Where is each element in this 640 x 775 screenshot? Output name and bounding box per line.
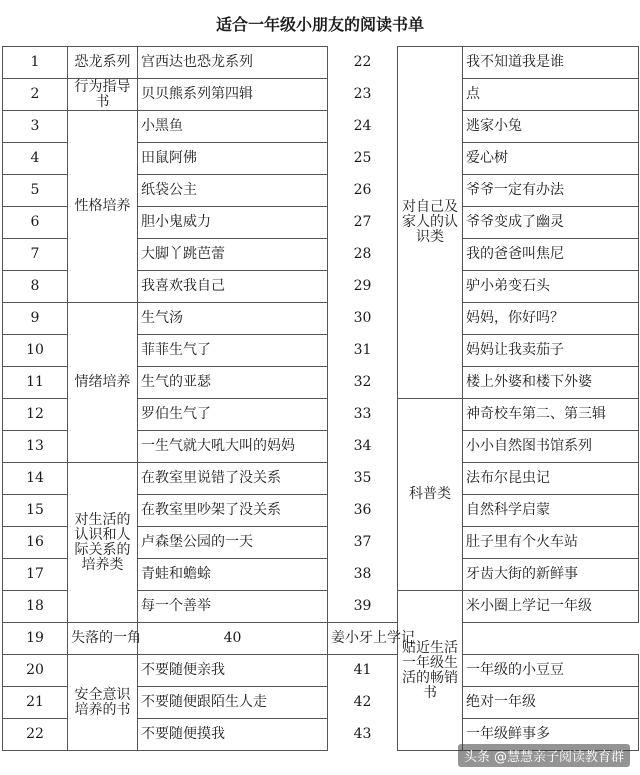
left-num: 10 [3,335,68,367]
book-title: 生气汤 [138,303,328,335]
book-title: 纸袋公主 [138,175,328,207]
book-title: 贝贝熊系列第四辑 [138,79,328,111]
right-num: 24 [328,111,398,143]
right-num: 35 [328,463,398,495]
book-title: 在教室里吵架了没关系 [138,495,328,527]
right-num: 26 [328,175,398,207]
book-title: 自然科学启蒙 [463,495,639,527]
book-title: 大脚丫跳芭蕾 [138,239,328,271]
table-row [3,47,639,79]
category-cell: 安全意识培养的书 [68,655,138,751]
left-num: 13 [3,431,68,463]
book-title: 每一个善举 [138,591,328,623]
book-title: 我的爸爸叫焦尼 [463,239,639,271]
left-num: 11 [3,367,68,399]
category-cell: 行为指导书 [68,79,138,111]
left-num: 1 [3,47,68,79]
right-num: 40 [138,623,328,655]
book-title: 一生气就大吼大叫的妈妈 [138,431,328,463]
book-title: 爷爷变成了幽灵 [463,207,639,239]
right-num: 33 [328,399,398,431]
book-title: 小黑鱼 [138,111,328,143]
right-num: 37 [328,527,398,559]
left-num: 21 [3,687,68,719]
category-cell: 科普类 [398,399,463,591]
left-num: 16 [3,527,68,559]
right-num: 28 [328,239,398,271]
book-title: 不要随便亲我 [138,655,328,687]
watermark: 头条 @慧慧亲子阅读教育群 [458,744,630,767]
book-title: 神奇校车第二、第三辑 [463,399,639,431]
left-num: 12 [3,399,68,431]
category-cell: 对自己及家人的认识类 [398,47,463,399]
table-row [3,463,639,495]
category-cell: 对生活的认识和人际关系的培养类 [68,463,138,623]
book-title: 田鼠阿佛 [138,143,328,175]
right-num: 32 [328,367,398,399]
book-title: 妈妈，你好吗？ [463,303,639,335]
book-title: 楼上外婆和楼下外婆 [463,367,639,399]
book-title: 一年级的小豆豆 [463,655,639,687]
right-num: 42 [328,687,398,719]
book-title: 生气的亚瑟 [138,367,328,399]
page-title: 适合一年级小朋友的阅读书单 [215,14,424,34]
reading-list-table [2,46,639,751]
book-title: 一年级鲜事多 [463,719,639,751]
right-num: 36 [328,495,398,527]
right-num: 43 [328,719,398,751]
left-num: 7 [3,239,68,271]
category-cell: 性格培养 [68,111,138,303]
book-title: 米小圈上学记一年级 [463,591,639,623]
book-title: 我喜欢我自己 [138,271,328,303]
table-row [3,623,639,655]
book-title: 卢森堡公园的一天 [138,527,328,559]
table-row [3,79,639,111]
left-num: 14 [3,463,68,495]
book-title: 我不知道我是谁 [463,47,639,79]
right-num: 34 [328,431,398,463]
book-title: 牙齿大街的新鲜事 [463,559,639,591]
book-title: 法布尔昆虫记 [463,463,639,495]
left-num: 6 [3,207,68,239]
right-num: 23 [328,79,398,111]
book-title: 不要随便摸我 [138,719,328,751]
left-num: 20 [3,655,68,687]
book-title: 宫西达也恐龙系列 [138,47,328,79]
right-num: 30 [328,303,398,335]
left-num: 17 [3,559,68,591]
book-title: 在教室里说错了没关系 [138,463,328,495]
left-num: 18 [3,591,68,623]
book-title: 肚子里有个火车站 [463,527,639,559]
book-title: 爱心树 [463,143,639,175]
right-num: 25 [328,143,398,175]
right-num: 39 [328,591,398,623]
category-cell: 贴近生活一年级生活的畅销书 [398,591,463,751]
left-num: 2 [3,79,68,111]
book-title: 妈妈让我卖茄子 [463,335,639,367]
book-title: 爷爷一定有办法 [463,175,639,207]
book-title: 不要随便跟陌生人走 [138,687,328,719]
book-title: 罗伯生气了 [138,399,328,431]
book-title: 逃家小兔 [463,111,639,143]
book-title: 胆小鬼威力 [138,207,328,239]
right-num: 31 [328,335,398,367]
book-title: 青蛙和蟾蜍 [138,559,328,591]
book-title: 菲菲生气了 [138,335,328,367]
book-title: 小小自然图书馆系列 [463,431,639,463]
right-num: 29 [328,271,398,303]
left-num: 9 [3,303,68,335]
right-num: 41 [328,655,398,687]
left-num: 3 [3,111,68,143]
table-row [3,111,639,143]
book-title: 姜小牙上学记 [328,623,398,655]
right-num: 22 [328,47,398,79]
book-title: 失落的一角 [68,623,138,655]
table-row [3,655,639,687]
category-cell: 情绪培养 [68,303,138,463]
left-num: 22 [3,719,68,751]
left-num: 4 [3,143,68,175]
left-num: 8 [3,271,68,303]
category-cell: 恐龙系列 [68,47,138,79]
table-row [3,303,639,335]
left-num: 19 [3,623,68,655]
book-title: 绝对一年级 [463,687,639,719]
left-num: 15 [3,495,68,527]
book-title: 点 [463,79,639,111]
right-num: 27 [328,207,398,239]
right-num: 38 [328,559,398,591]
book-title: 驴小弟变石头 [463,271,639,303]
left-num: 5 [3,175,68,207]
